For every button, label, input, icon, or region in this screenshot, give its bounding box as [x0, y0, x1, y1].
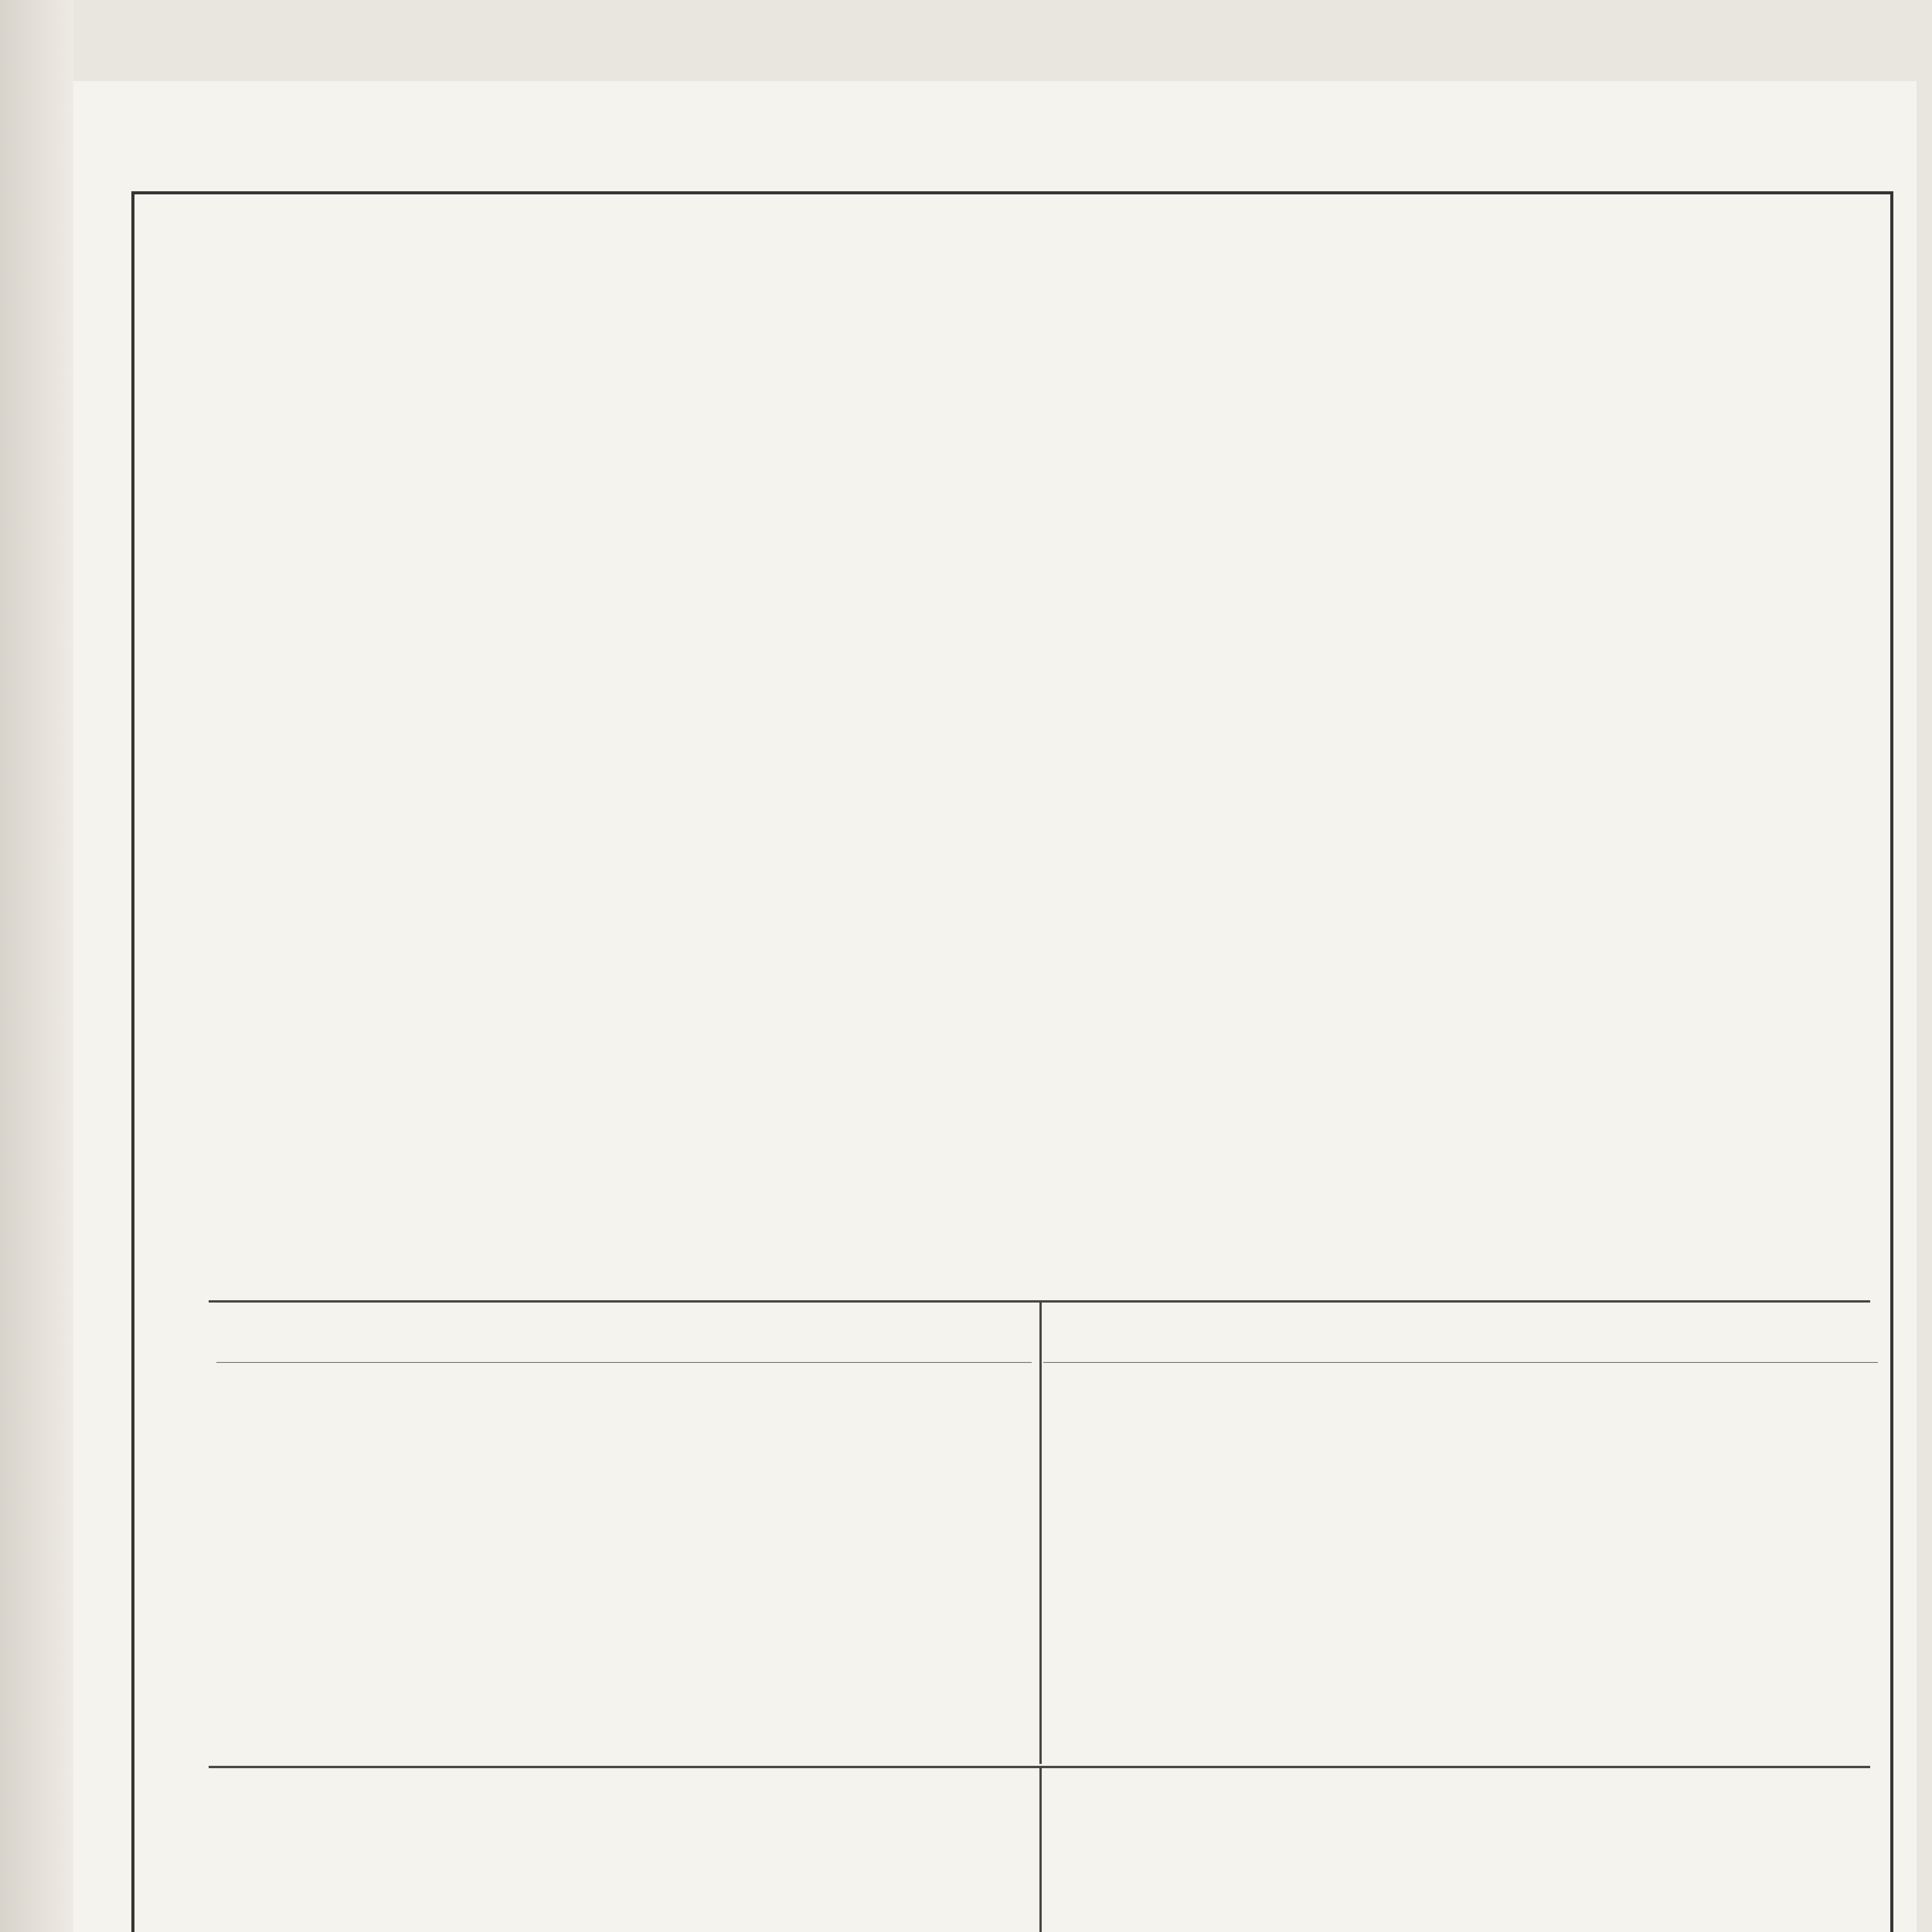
rachetees-rule	[216, 1362, 1032, 1363]
section-divider-vertical	[1039, 1766, 1042, 1932]
cotations-rule	[1043, 1362, 1878, 1363]
main-frame	[131, 191, 1893, 1932]
section-divider-vertical	[1039, 1300, 1042, 1764]
binding-gutter	[0, 0, 73, 1932]
